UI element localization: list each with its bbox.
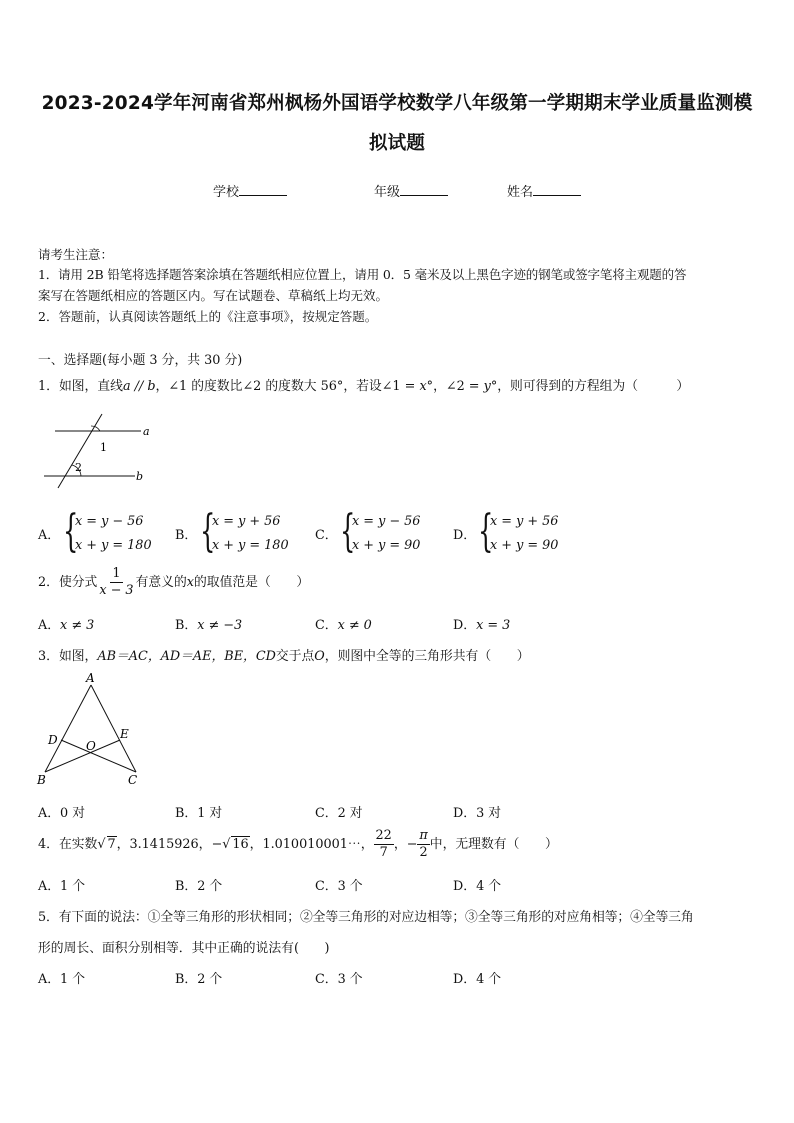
grade-blank[interactable] (400, 183, 448, 196)
segment-AC (91, 685, 136, 772)
q4-frac1 (374, 828, 394, 861)
notice-item1-line2: 案写在答题纸相应的答题区内。写在试题卷、草稿纸上均无效。 (38, 288, 389, 303)
label-E: E (120, 727, 129, 741)
grade-label: 年级 (374, 185, 401, 200)
equation: x = y + 56 (490, 514, 559, 529)
q3-figure (34, 670, 144, 792)
option-label: B． (175, 528, 198, 543)
segment-AB (45, 685, 91, 772)
q1-figure (36, 408, 166, 490)
label-B: B (37, 773, 46, 787)
option-text: 4 个 (476, 879, 502, 894)
q4-option-c[interactable] (315, 875, 363, 894)
q1-prefix: 1．如图，直线 (38, 379, 123, 394)
label-angle-1: 1 (100, 441, 107, 454)
q4-option-b[interactable] (175, 875, 222, 894)
brace: { (63, 506, 79, 557)
notice-item1-line1: 1．请用 2B 铅笔将选择题答案涂填在答题纸相应位置上，请用 0．5 毫米及以上黑色字迹的钢笔或签字笔将主观题的答 (38, 267, 687, 282)
q1-a-system (75, 510, 152, 558)
option-text: 2 个 (197, 972, 223, 987)
grade-field (374, 181, 448, 200)
equation: x + y = 90 (352, 538, 421, 553)
sqrt-icon: √ (97, 837, 106, 852)
question-5-line2: 形的周长、面积分别相等．其中正确的说法有( ) (38, 941, 330, 956)
q4-sep: ，− (393, 837, 418, 852)
frac-denominator: x − 3 (99, 583, 134, 598)
brace: { (340, 506, 356, 557)
q2-var: x (186, 575, 194, 590)
transversal (58, 414, 102, 488)
q3-option-c[interactable] (315, 802, 363, 821)
option-text: 2 对 (337, 806, 363, 821)
label-D: D (48, 733, 58, 747)
q2-option-a[interactable] (38, 614, 94, 633)
option-text: 4 个 (476, 972, 502, 987)
equation: x + y = 180 (75, 538, 152, 553)
name-label: 姓名 (507, 185, 534, 200)
q3-cond: AB＝AC，AD＝AE，BE，CD (97, 649, 276, 664)
notice-item2: 2．答题前，认真阅读答题纸上的《注意事项》，按规定答题。 (38, 309, 378, 324)
option-text: x ≠ 3 (60, 618, 95, 633)
q4-num2: ，3.1415926，− (116, 837, 223, 852)
name-field (507, 181, 581, 200)
q1-y: y° (483, 379, 498, 394)
label-C: C (128, 773, 138, 787)
option-text: 3 个 (337, 879, 363, 894)
q1-d-system (490, 510, 558, 558)
q2-option-b[interactable] (175, 614, 242, 633)
q5-option-b[interactable] (175, 968, 222, 987)
q1-a-par-b: a // b (122, 379, 156, 394)
equation: x = y − 56 (75, 514, 144, 529)
option-text: 3 对 (476, 806, 502, 821)
option-label: C． (315, 528, 338, 543)
option-label: A． (38, 972, 61, 987)
frac-denominator: 7 (379, 845, 388, 860)
label-A: A (86, 671, 95, 685)
q3-option-a[interactable] (38, 802, 85, 821)
sqrt-icon: √ (222, 837, 231, 852)
option-label: B． (175, 879, 198, 894)
q4-sqrt16: 16 (232, 837, 249, 852)
option-label: B． (175, 972, 198, 987)
equation: x + y = 180 (212, 538, 289, 553)
option-label: C． (315, 972, 338, 987)
q3-option-b[interactable] (175, 802, 222, 821)
q1-mid2: ，∠2 = (433, 379, 484, 394)
q4-suffix: 中，无理数有（ ） (429, 837, 558, 852)
page-title: 2023-2024学年河南省郑州枫杨外国语学校数学八年级第一学期期末学业质量监测模 (41, 93, 753, 114)
option-text: 1 个 (60, 879, 86, 894)
option-text: x = 3 (476, 618, 511, 633)
q4-num3: ，1.010010001⋯， (249, 837, 374, 852)
option-label: D． (453, 528, 477, 543)
option-text: 1 对 (197, 806, 223, 821)
option-text: x ≠ 0 (337, 618, 372, 633)
name-blank[interactable] (533, 183, 581, 196)
option-text: 0 对 (60, 806, 86, 821)
question-3 (38, 645, 530, 664)
label-O: O (86, 739, 96, 753)
q2-option-c[interactable] (315, 614, 372, 633)
q2-option-d[interactable] (453, 614, 510, 633)
q3-prefix: 3．如图， (38, 649, 98, 664)
q2-prefix: 2．使分式 (38, 575, 98, 590)
q3-suffix: ，则图中全等的三角形共有（ ） (324, 649, 530, 664)
option-label: D． (453, 806, 477, 821)
question-2 (38, 566, 309, 599)
notice-heading: 请考生注意： (38, 247, 114, 262)
option-label: D． (453, 618, 477, 633)
label-b: b (136, 470, 144, 483)
q4-frac2 (417, 828, 429, 861)
q1-mid1: ，∠1 的度数比∠2 的度数大 56°，若设∠1 = (155, 379, 420, 394)
option-label: C． (315, 806, 338, 821)
frac-numerator: 22 (375, 828, 392, 843)
option-text: 3 个 (337, 972, 363, 987)
option-label: A． (38, 879, 61, 894)
option-label: B． (175, 618, 198, 633)
section-heading: 一、选择题(每小题 3 分，共 30 分) (38, 353, 243, 368)
q1-c-system (352, 510, 420, 558)
brace: { (478, 506, 494, 557)
brace: { (200, 506, 216, 557)
equation: x = y + 56 (212, 514, 281, 529)
school-blank[interactable] (239, 183, 287, 196)
option-label: C． (315, 879, 338, 894)
option-label: C． (315, 618, 338, 633)
q2-fraction (97, 566, 135, 599)
q4-prefix: 4．在实数 (38, 837, 98, 852)
option-text: 2 个 (197, 879, 223, 894)
frac-numerator: π (419, 828, 428, 843)
option-label: A． (38, 528, 61, 543)
q3-point: O (314, 649, 325, 664)
option-label: B． (175, 806, 198, 821)
q1-x: x° (419, 379, 434, 394)
option-text: 1 个 (60, 972, 86, 987)
frac-denominator: 2 (419, 845, 428, 860)
q1-suffix: ，则可得到的方程组为（ ） (497, 379, 690, 394)
q5-option-d[interactable] (453, 968, 501, 987)
option-label: D． (453, 972, 477, 987)
q5-option-a[interactable] (38, 968, 85, 987)
question-1 (38, 375, 689, 394)
option-text: x ≠ −3 (197, 618, 243, 633)
equation: x = y − 56 (352, 514, 421, 529)
school-label: 学校 (213, 185, 240, 200)
q2-suffix-b: 的取值范是（ ） (193, 575, 310, 590)
option-label: A． (38, 618, 61, 633)
equation: x + y = 90 (490, 538, 559, 553)
page-title-line2: 拟试题 (368, 133, 426, 154)
question-4 (38, 828, 558, 861)
option-label: A． (38, 806, 61, 821)
question-5-line1: 5．有下面的说法：①全等三角形的形状相同；②全等三角形的对应边相等；③全等三角形的对应角相等；④全等三角 (38, 910, 694, 925)
label-a: a (143, 425, 150, 438)
frac-numerator: 1 (112, 566, 121, 581)
q4-sqrt7: 7 (107, 837, 116, 852)
q4-option-a[interactable] (38, 875, 85, 894)
q1-b-system (212, 510, 289, 558)
q3-option-d[interactable] (453, 802, 501, 821)
label-angle-2: 2 (75, 461, 82, 474)
segment-CD (61, 740, 136, 772)
q2-suffix-a: 有意义的 (135, 575, 187, 590)
option-label: D． (453, 879, 477, 894)
school-field (213, 181, 287, 200)
q5-option-c[interactable] (315, 968, 363, 987)
q3-mid: 交于点 (275, 649, 315, 664)
q4-option-d[interactable] (453, 875, 501, 894)
